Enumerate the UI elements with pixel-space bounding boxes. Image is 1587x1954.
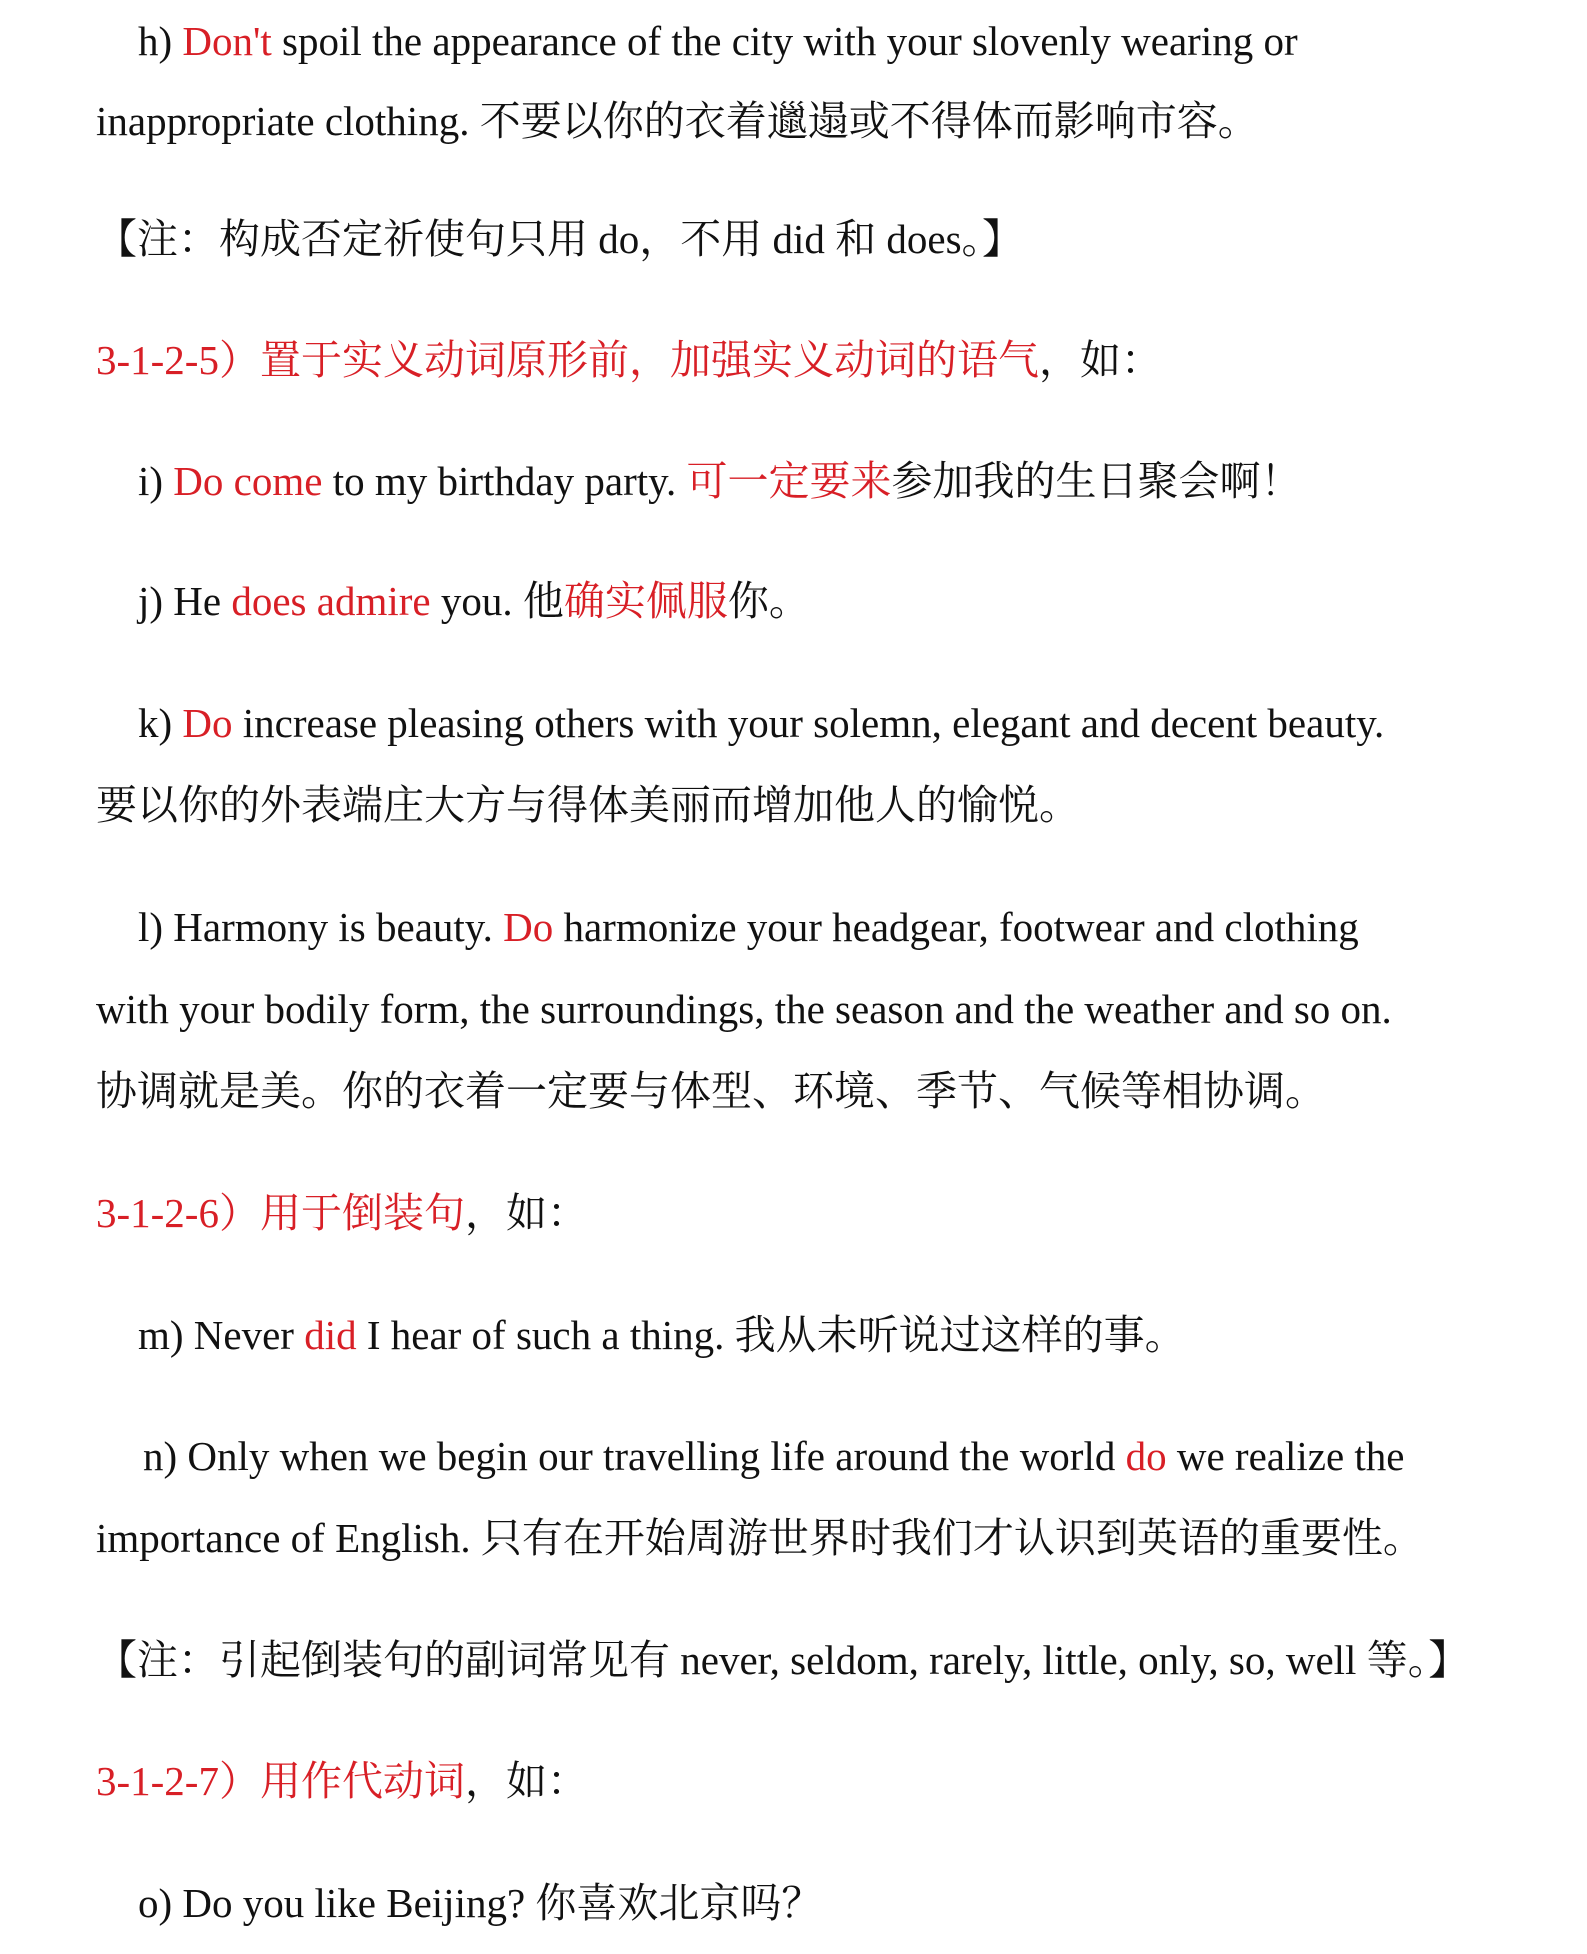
example-k-line2: 要以你的外表端庄大方与得体美丽而增加他人的愉悦。 xyxy=(96,782,1080,828)
emphasis-red: Don't xyxy=(182,18,272,64)
example-h-line1: h) Don't spoil the appearance of the city with your slovenly wearing or xyxy=(138,18,1298,64)
note-2: 【注：引起倒装句的副词常见有 never, seldom, rarely, little, only, so, well 等。】 xyxy=(96,1637,1470,1683)
example-l-line3: 协调就是美。你的衣着一定要与体型、环境、季节、气候等相协调。 xyxy=(96,1068,1326,1114)
section-heading-3-1-2-6: 3-1-2-6）用于倒装句，如： xyxy=(96,1190,588,1236)
example-n-line1: n) Only when we begin our travelling life around the world do we realize the xyxy=(143,1433,1405,1479)
section-heading-3-1-2-7: 3-1-2-7）用作代动词，如： xyxy=(96,1758,588,1804)
example-m: m) Never did I hear of such a thing. 我从未听说过这样的事。 xyxy=(138,1312,1186,1358)
example-l-line1: l) Harmony is beauty. Do harmonize your headgear, footwear and clothing xyxy=(138,904,1359,950)
example-o: o) Do you like Beijing? 你喜欢北京吗？ xyxy=(138,1880,823,1926)
example-j: j) He does admire you. 他确实佩服你。 xyxy=(138,578,810,624)
example-n-line2: importance of English. 只有在开始周游世界时我们才认识到英语的重要性。 xyxy=(96,1515,1424,1561)
example-i: i) Do come to my birthday party. 可一定要来参加我的生日聚会啊！ xyxy=(138,458,1302,504)
example-h-line2: inappropriate clothing. 不要以你的衣着邋遢或不得体而影响市容。 xyxy=(96,98,1259,144)
example-k-line1: k) Do increase pleasing others with your solemn, elegant and decent beauty. xyxy=(138,700,1385,746)
example-l-line2: with your bodily form, the surroundings, the season and the weather and so on. xyxy=(96,986,1392,1032)
section-heading-3-1-2-5: 3-1-2-5）置于实义动词原形前，加强实义动词的语气，如： xyxy=(96,337,1162,383)
note-1: 【注：构成否定祈使句只用 do，不用 did 和 does。】 xyxy=(96,216,1024,262)
